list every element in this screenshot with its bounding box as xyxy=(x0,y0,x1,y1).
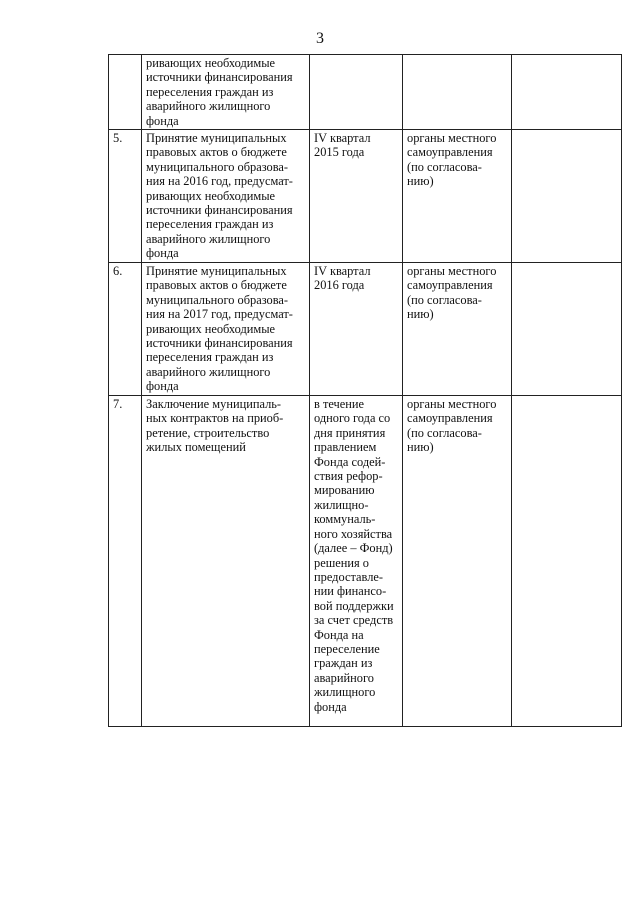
action-cell-line: ривающих необходимые xyxy=(146,56,276,70)
action-cell xyxy=(142,263,310,396)
action-cell-line: муниципального образова- xyxy=(146,159,289,174)
responsible-cell-line: органы местного xyxy=(407,397,497,412)
note-cell xyxy=(512,55,622,130)
term-cell-line: 2015 года xyxy=(314,145,365,160)
action-cell-line: фонда xyxy=(146,113,179,128)
term-cell xyxy=(310,130,403,263)
term-cell-line: переселение xyxy=(314,641,380,656)
action-cell-line: фонда xyxy=(146,246,179,261)
action-cell-line: источники финансирования xyxy=(146,70,293,85)
action-cell xyxy=(142,130,310,263)
table-row xyxy=(109,396,622,727)
term-cell-line: ствия рефор- xyxy=(314,469,383,484)
table-row xyxy=(109,130,622,263)
term-cell xyxy=(310,55,403,130)
responsible-cell-line: (по согласова- xyxy=(407,292,482,307)
responsible-cell-line: нию) xyxy=(407,440,434,455)
table-row xyxy=(109,263,622,396)
action-cell-line: правовых актов о бюджете xyxy=(146,278,287,293)
action-cell-line: ривающих необходимые xyxy=(146,188,276,203)
action-cell-line: ных контрактов на приоб- xyxy=(146,411,284,426)
row-number-cell: 7. xyxy=(109,396,142,727)
term-cell-line: нии финансо- xyxy=(314,584,387,599)
note-cell xyxy=(512,263,622,396)
row-number-cell xyxy=(109,55,142,130)
term-cell-line: в течение xyxy=(314,397,365,412)
action-cell-line: источники финансирования xyxy=(146,336,293,351)
term-cell-line: мированию xyxy=(314,483,375,498)
term-cell-line: правлением xyxy=(314,440,377,455)
term-cell xyxy=(310,263,403,396)
term-cell-line: жилищно- xyxy=(314,497,369,512)
term-cell xyxy=(310,396,403,727)
term-cell-line: фонда xyxy=(314,699,347,714)
action-cell-line: аварийного жилищного xyxy=(146,99,271,114)
responsible-cell-line: самоуправления xyxy=(407,145,493,160)
term-cell-line: вой поддержки xyxy=(314,598,394,613)
action-cell-line: ния на 2016 год, предусмат- xyxy=(146,174,293,189)
responsible-cell-line: нию) xyxy=(407,174,434,189)
action-cell-line: аварийного жилищного xyxy=(146,364,271,379)
responsible-cell-line: органы местного xyxy=(407,264,497,279)
measures-table xyxy=(108,54,622,727)
action-cell-line: переселения граждан из xyxy=(146,84,274,99)
row-number-cell: 6. xyxy=(109,263,142,396)
action-cell-line: переселения граждан из xyxy=(146,217,274,232)
responsible-cell-line: органы местного xyxy=(407,131,497,146)
term-cell-line: IV квартал xyxy=(314,264,371,279)
action-cell xyxy=(142,396,310,727)
term-cell-line: аварийного xyxy=(314,670,374,685)
action-cell-line: жилых помещений xyxy=(146,440,246,455)
responsible-cell xyxy=(403,55,512,130)
term-cell-line: (далее – Фонд) xyxy=(314,541,393,556)
note-cell xyxy=(512,396,622,727)
row-number-cell: 5. xyxy=(109,130,142,263)
term-cell-line: Фонда содей- xyxy=(314,454,386,469)
term-cell-line: ного хозяйства xyxy=(314,526,393,541)
action-cell-line: ривающих необходимые xyxy=(146,321,276,336)
responsible-cell-line: (по согласова- xyxy=(407,159,482,174)
action-cell-line: источники финансирования xyxy=(146,203,293,218)
responsible-cell xyxy=(403,263,512,396)
action-cell-line: ретение, строительство xyxy=(146,425,270,440)
term-cell-line: дня принятия xyxy=(314,425,386,440)
action-cell-line: ния на 2017 год, предусмат- xyxy=(146,307,293,322)
term-cell-line: 2016 года xyxy=(314,278,365,293)
responsible-cell-line: нию) xyxy=(407,307,434,322)
action-cell-line: переселения граждан из xyxy=(146,350,274,365)
term-cell-line: Фонда на xyxy=(314,627,364,642)
term-cell-line: одного года со xyxy=(314,411,391,426)
responsible-cell-line: самоуправления xyxy=(407,411,493,426)
responsible-cell-line: самоуправления xyxy=(407,278,493,293)
action-cell-line: правовых актов о бюджете xyxy=(146,145,287,160)
term-cell-line: граждан из xyxy=(314,656,373,671)
term-cell-line: жилищного xyxy=(314,685,376,700)
responsible-cell xyxy=(403,396,512,727)
action-cell-line: фонда xyxy=(146,379,179,394)
page-number: 3 xyxy=(316,30,324,47)
term-cell-line: за счет средств xyxy=(314,613,394,628)
note-cell xyxy=(512,130,622,263)
action-cell-line: Принятие муниципальных xyxy=(146,264,287,279)
action-cell xyxy=(142,55,310,130)
action-cell-line: Принятие муниципальных xyxy=(146,131,287,146)
action-cell-line: Заключение муниципаль- xyxy=(146,397,282,412)
term-cell-line: решения о xyxy=(314,555,369,570)
table-row xyxy=(109,55,622,130)
action-cell-line: муниципального образова- xyxy=(146,292,289,307)
action-cell-line: аварийного жилищного xyxy=(146,231,271,246)
responsible-cell-line: (по согласова- xyxy=(407,425,482,440)
term-cell-line: IV квартал xyxy=(314,131,371,146)
term-cell-line: коммуналь- xyxy=(314,512,376,527)
term-cell-line: предоставле- xyxy=(314,569,384,584)
responsible-cell xyxy=(403,130,512,263)
